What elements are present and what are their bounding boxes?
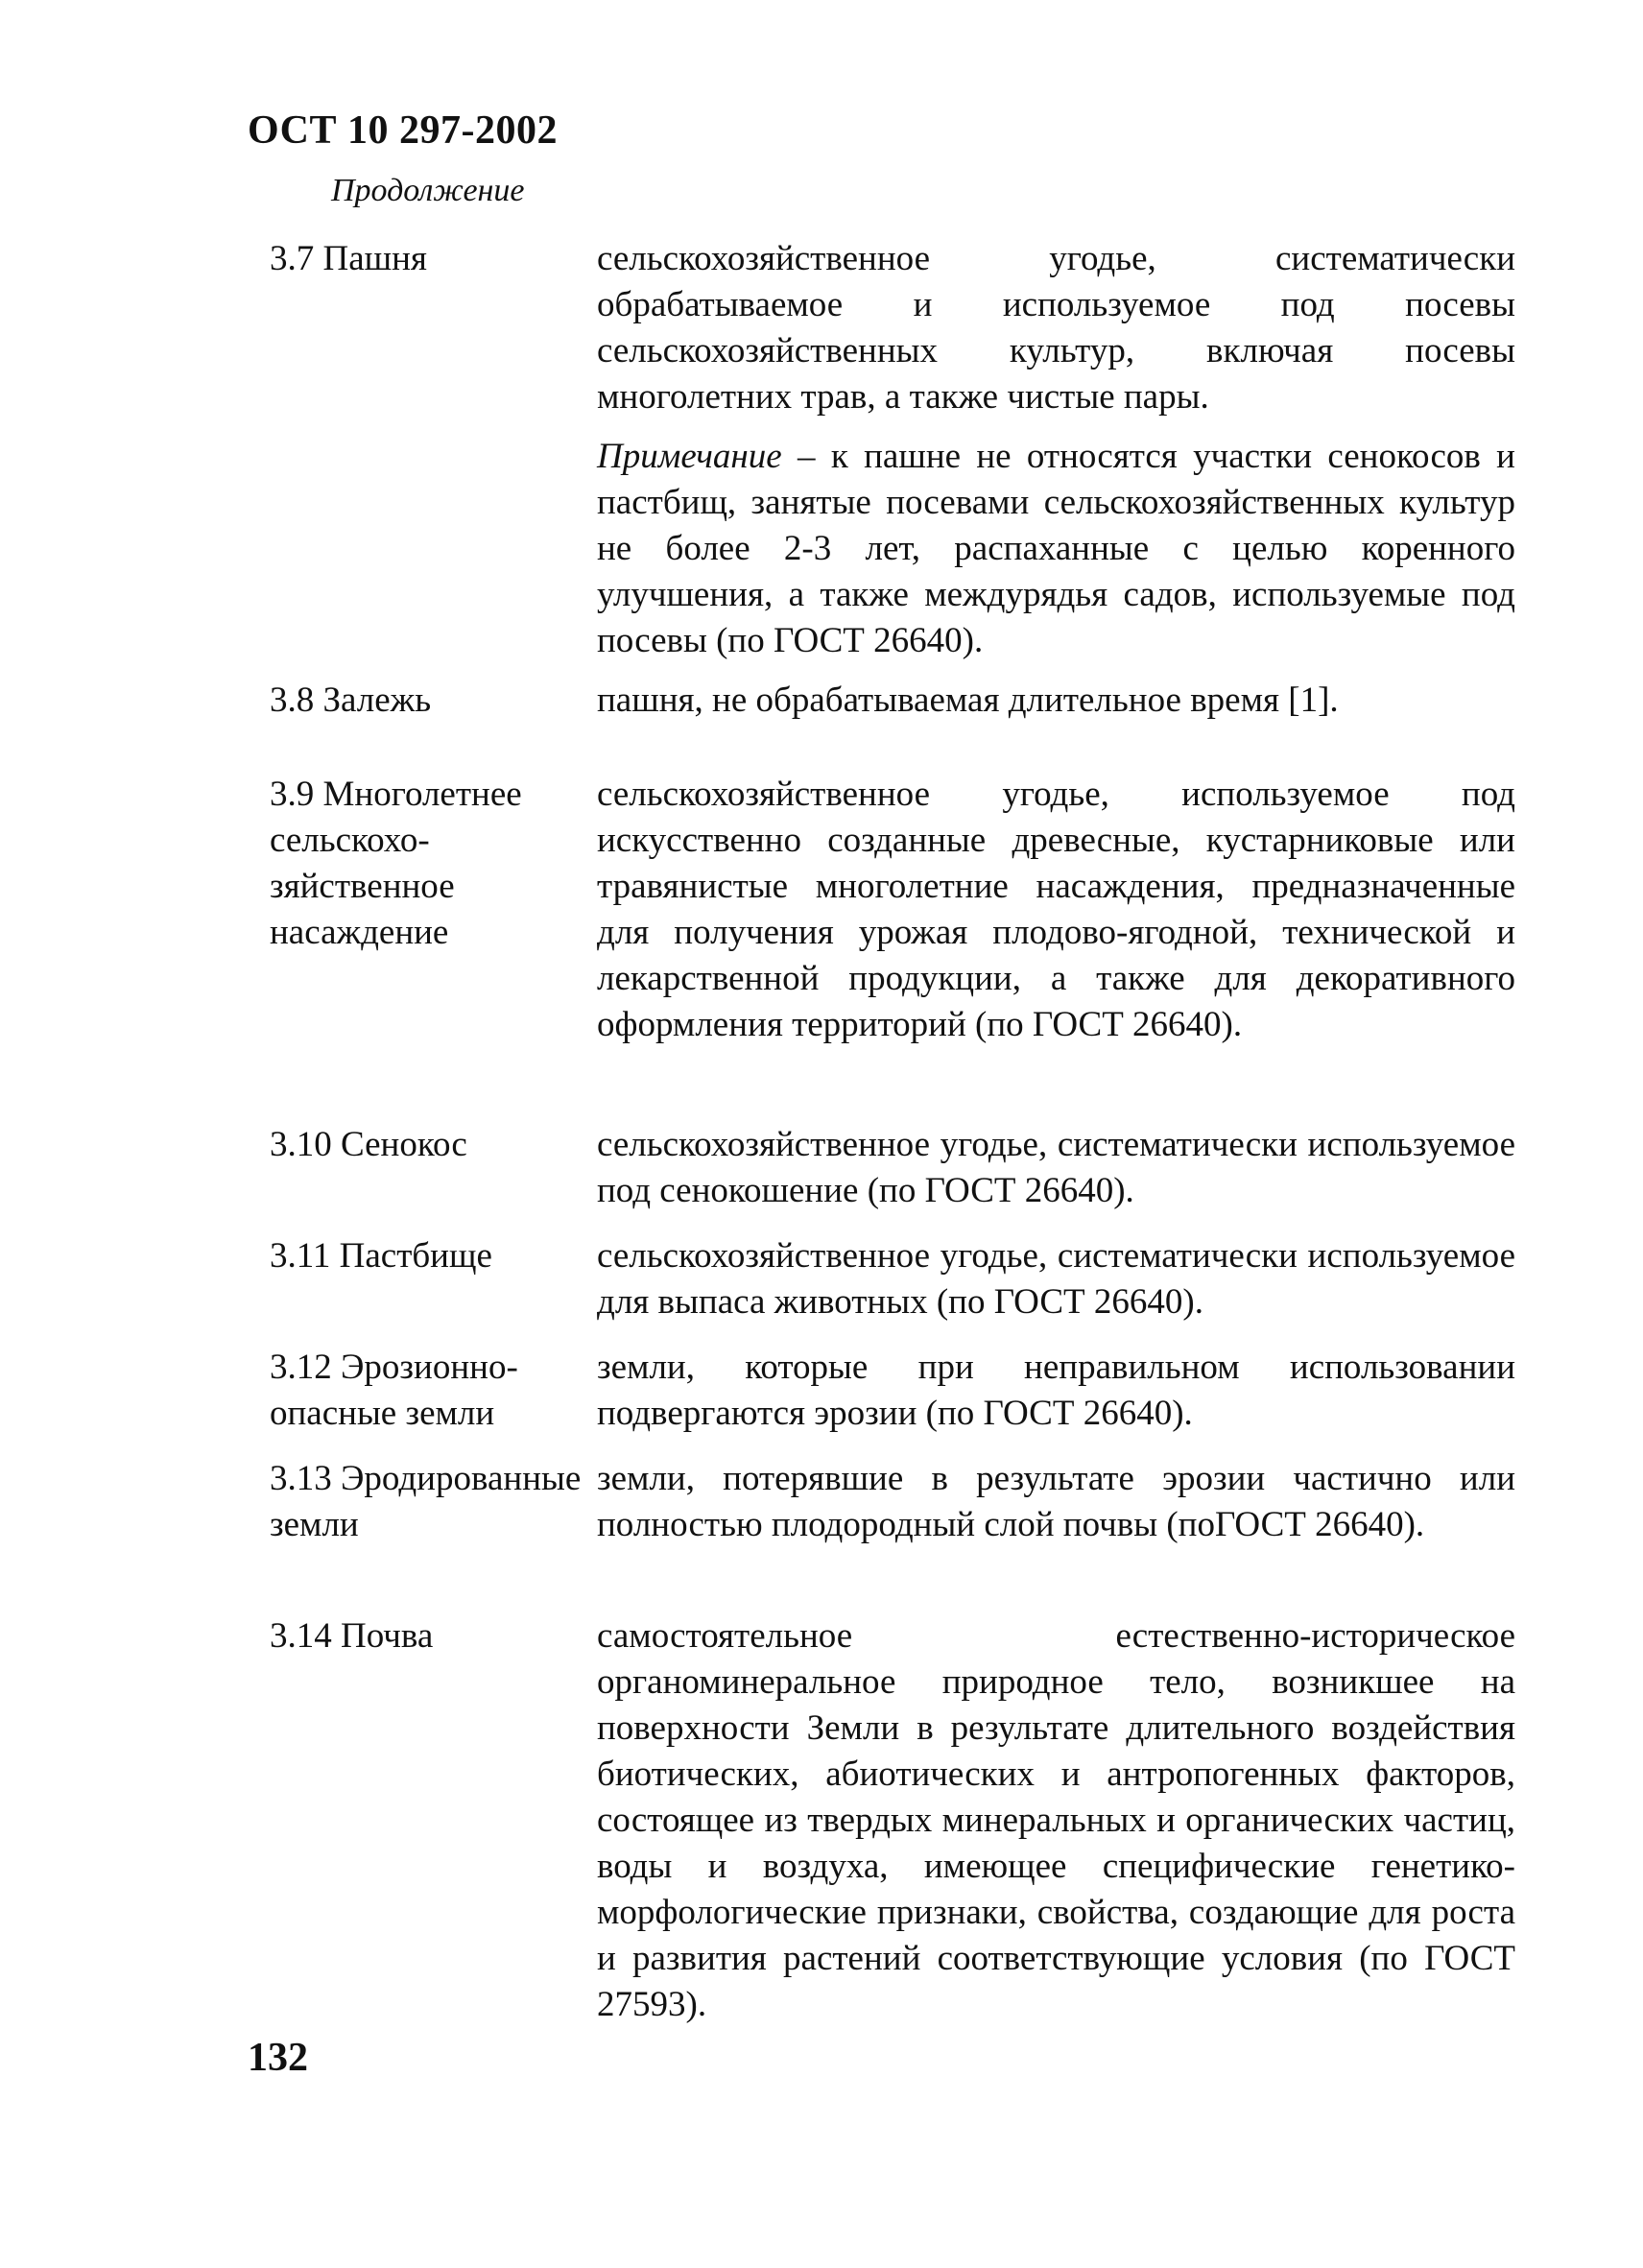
term-name: 3.11 Пастбище xyxy=(270,1236,492,1276)
term-name: 3.8 Залежь xyxy=(270,680,432,720)
term-definition: пашня, не обрабатываемая длительное время [1]. xyxy=(597,680,1339,720)
term-definition: земли, потерявшие в результате эрозии частично или полностью плодородный слой почвы (поГОСТ 26640). xyxy=(597,1459,1515,1544)
term-definition: сельскохозяйственное угодье, используемое под искусственно созданные древесные, кустарниковые или травянистые многолетние насаждения, предназначенные для получения урожая плодово-ягодной, технической и лекарственной продукции, а также для декоративного оформления территорий (по ГОСТ 26640). xyxy=(597,775,1515,1044)
term-name: 3.7 Пашня xyxy=(270,239,427,278)
term-definition: сельскохозяйственное угодье, систематически используемое для выпаса животных (по ГОСТ 26640). xyxy=(597,1236,1515,1322)
term-name: 3.14 Почва xyxy=(270,1616,434,1656)
term-body xyxy=(597,1345,1515,1437)
term-body xyxy=(597,1613,1515,2028)
terms-list xyxy=(270,236,1517,2028)
term-entry xyxy=(270,1122,1517,1233)
term-entry xyxy=(270,1613,1517,2028)
term-definition: земли, которые при неправильном использовании подвергаются эрозии (по ГОСТ 26640). xyxy=(597,1348,1515,1433)
page-number: 132 xyxy=(248,2036,308,2080)
note-text: – к пашне не относятся участки сенокосов и пастбищ, занятые посевами сельскохозяйственных культур не более 2-3 лет, распаханные с целью коренного улучшения, а также междурядья садов, используемые под посевы (по ГОСТ 26640). xyxy=(597,437,1515,660)
term-name: 3.13 Эродированные земли xyxy=(270,1459,582,1544)
term-entry xyxy=(270,1345,1517,1456)
term-entry xyxy=(270,678,1517,772)
term-body xyxy=(597,1122,1515,1214)
term-name: 3.10 Сенокос xyxy=(270,1125,467,1164)
term-body xyxy=(597,772,1515,1048)
document-code: ОСТ 10 297-2002 xyxy=(248,108,559,153)
term-definition: сельскохозяйственное угодье, систематически обрабатываемое и используемое под посевы сельскохозяйственных культур, включая посевы многолетних трав, а также чистые пары. xyxy=(597,239,1515,417)
term-entry xyxy=(270,1233,1517,1345)
term-body xyxy=(597,1456,1515,1548)
term-body xyxy=(597,236,1515,664)
note-label: Примечание xyxy=(597,437,782,476)
term-body xyxy=(597,1233,1515,1325)
term-name: 3.12 Эрозионноопасные земли xyxy=(270,1348,518,1433)
continuation-label: Продолжение xyxy=(331,173,525,208)
term-name: 3.9 Многолетнее сельскохозяйственное насаждение xyxy=(270,775,522,952)
term-entry xyxy=(270,772,1517,1122)
term-body xyxy=(597,678,1515,724)
term-definition: сельскохозяйственное угодье, систематически используемое под сенокошение (по ГОСТ 26640). xyxy=(597,1125,1515,1210)
term-definition: самостоятельное естественно-историческое органоминеральное природное тело, возникшее на поверхности Земли в результате длительного воздействия биотических, абиотических и антропогенных факторов, состоящее из твердых минеральных и органических частиц, воды и воздуха, имеющее специфические генетико-морфологические признаки, свойства, создающие для роста и развития растений соответствующие условия (по ГОСТ 27593). xyxy=(597,1616,1515,2024)
term-entry xyxy=(270,1456,1517,1613)
term-entry xyxy=(270,236,1517,664)
term-note xyxy=(597,434,1515,664)
